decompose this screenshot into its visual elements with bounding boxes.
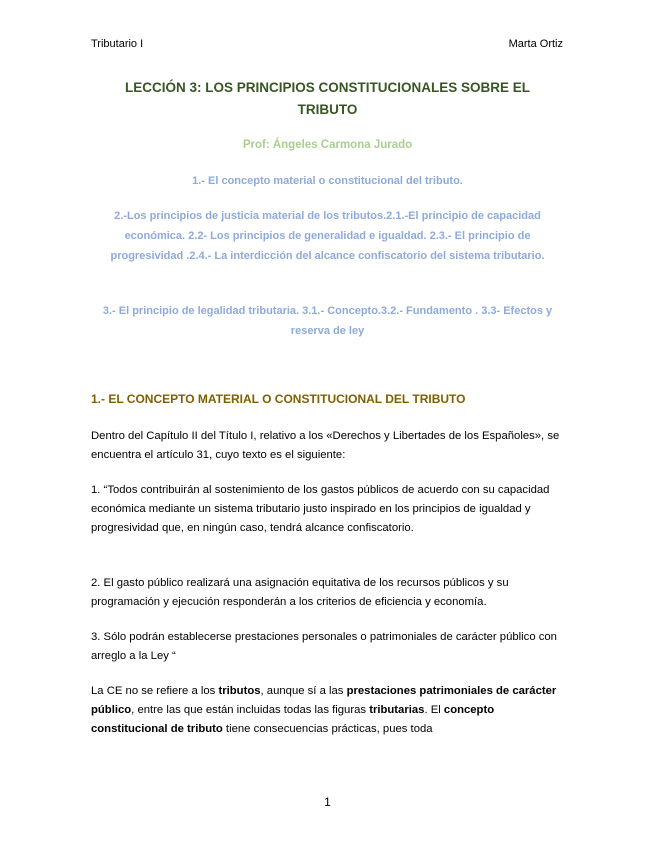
professor-name: Prof: Ángeles Carmona Jurado	[242, 139, 413, 151]
commentary-bold-1: tributos	[218, 685, 261, 697]
paragraph-article-3: 3. Sólo podrán establecerse prestaciones personales o patrimoniales de carácter público con arreglo a la Ley “	[91, 631, 557, 662]
paragraph-intro: Dentro del Capítulo II del Título I, relativo a los «Derechos y Libertades de los Españoles», se encuentra el artículo 31, cuyo texto es el siguiente:	[91, 430, 560, 461]
commentary-text-2: , aunque sí a las	[260, 685, 347, 697]
lesson-title: LECCIÓN 3: LOS PRINCIPIOS CONSTITUCIONALES SOBRE EL TRIBUTO	[124, 80, 531, 117]
commentary-bold-3: tributarias	[369, 704, 425, 716]
paragraph-article-1: 1. “Todos contribuirán al sostenimiento de los gastos públicos de acuerdo con su capacidad económica mediante un sistema tributario justo inspirado en los principios de igualdad y progresividad que, en ningún caso, tendrá alcance confiscatorio.	[91, 484, 550, 534]
page-number: 1	[324, 795, 331, 809]
paragraph-commentary	[91, 682, 564, 739]
page-header	[91, 38, 563, 54]
toc-item-2: 2.-Los principios de justicia material de los tributos.2.1.-El principio de capacidad económica. 2.2- Los principios de generalidad e igualdad. 2.3.- El principio de progresividad .2.4.- La interdicción del alcance confiscatorio del sistema tributario.	[110, 210, 545, 262]
commentary-text-1: La CE no se refiere a los	[91, 685, 219, 697]
commentary-text-4: . El	[424, 704, 444, 716]
paragraph-article-2: 2. El gasto público realizará una asignación equitativa de los recursos públicos y su programación y ejecución responderán a los criterios de eficiencia y economía.	[91, 577, 509, 608]
header-author: Marta Ortiz	[508, 38, 563, 50]
commentary-text-5: tiene consecuencias prácticas, pues toda	[222, 723, 433, 735]
commentary-bold-2: prestaciones patrimoniales de carácter público	[91, 685, 557, 716]
toc-item-1: 1.- El concepto material o constitucional del tributo.	[192, 175, 463, 187]
commentary-text-3: , entre las que están incluidas todas las figuras	[131, 704, 370, 716]
section-heading: 1.- EL CONCEPTO MATERIAL O CONSTITUCIONAL DEL TRIBUTO	[91, 392, 466, 406]
toc-item-3: 3.- El principio de legalidad tributaria. 3.1.- Concepto.3.2.- Fundamento . 3.3- Efectos y reserva de ley	[102, 305, 553, 337]
header-course: Tributario I	[91, 38, 144, 50]
commentary-bold-4: concepto constitucional de tributo	[91, 704, 495, 735]
